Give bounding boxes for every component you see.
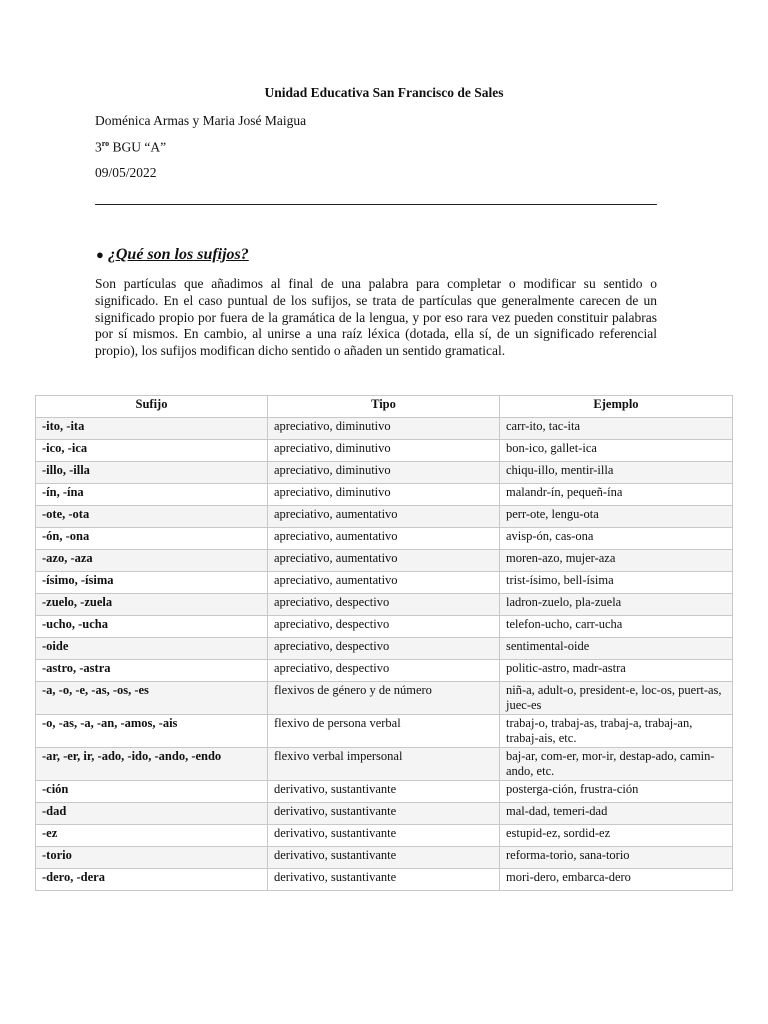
header-sufijo: Sufijo [36, 396, 268, 418]
cell-tipo: flexivo de persona verbal [268, 715, 500, 748]
cell-ejemplo: perr-ote, lengu-ota [500, 506, 733, 528]
cell-ejemplo: sentimental-oide [500, 638, 733, 660]
table-row [36, 550, 733, 572]
cell-sufijo: -illo, -illa [36, 462, 268, 484]
cell-tipo: flexivos de género y de número [268, 682, 500, 715]
cell-tipo: apreciativo, despectivo [268, 616, 500, 638]
section-heading [96, 246, 249, 264]
table-row [36, 748, 733, 781]
cell-sufijo: -ón, -ona [36, 528, 268, 550]
cell-ejemplo: reforma-torio, sana-torio [500, 847, 733, 869]
cell-tipo: derivativo, sustantivante [268, 847, 500, 869]
table-row [36, 638, 733, 660]
cell-sufijo: -oide [36, 638, 268, 660]
table-header-row [36, 396, 733, 418]
table-body [36, 418, 733, 891]
cell-sufijo: -torio [36, 847, 268, 869]
table-row [36, 869, 733, 891]
cell-tipo: apreciativo, despectivo [268, 594, 500, 616]
table-row [36, 462, 733, 484]
grade-course: BGU “A” [109, 139, 167, 155]
cell-sufijo: -ucho, -ucha [36, 616, 268, 638]
table-row [36, 506, 733, 528]
cell-ejemplo: niñ-a, adult-o, president-e, loc-os, puert-as, juec-es [500, 682, 733, 715]
table-row [36, 616, 733, 638]
cell-sufijo: -zuelo, -zuela [36, 594, 268, 616]
cell-sufijo: -ísimo, -ísima [36, 572, 268, 594]
cell-ejemplo: carr-ito, tac-ita [500, 418, 733, 440]
cell-ejemplo: moren-azo, mujer-aza [500, 550, 733, 572]
cell-tipo: flexivo verbal impersonal [268, 748, 500, 781]
cell-tipo: apreciativo, diminutivo [268, 440, 500, 462]
table-row [36, 572, 733, 594]
cell-ejemplo: mal-dad, temeri-dad [500, 803, 733, 825]
cell-tipo: derivativo, sustantivante [268, 781, 500, 803]
cell-ejemplo: baj-ar, com-er, mor-ir, destap-ado, camin-ando, etc. [500, 748, 733, 781]
cell-tipo: apreciativo, diminutivo [268, 418, 500, 440]
cell-sufijo: -astro, -astra [36, 660, 268, 682]
cell-tipo: apreciativo, diminutivo [268, 462, 500, 484]
intro-paragraph: Son partículas que añadimos al final de una palabra para completar o modificar su sentido o significado. En el caso puntual de los sufijos, se trata de partículas que generalmente carecen de un significado propio por fuera de la gramática de la lengua, y por eso rara vez pueden constituir palabras por sí mismos. En cambio, al unirse a una raíz léxica (dotada, ella sí, de un significado referencial propio), los sufijos modifican dicho sentido o añaden un sentido gramatical. [95, 276, 657, 359]
cell-ejemplo: avisp-ón, cas-ona [500, 528, 733, 550]
cell-tipo: apreciativo, diminutivo [268, 484, 500, 506]
header-tipo: Tipo [268, 396, 500, 418]
school-title: Unidad Educativa San Francisco de Sales [264, 85, 504, 100]
cell-sufijo: -azo, -aza [36, 550, 268, 572]
cell-sufijo: -dero, -dera [36, 869, 268, 891]
cell-sufijo: -ote, -ota [36, 506, 268, 528]
cell-tipo: apreciativo, aumentativo [268, 572, 500, 594]
section-question: ¿Qué son los sufijos? [107, 246, 249, 263]
table-row [36, 715, 733, 748]
table-row [36, 418, 733, 440]
cell-tipo: apreciativo, aumentativo [268, 550, 500, 572]
date: 09/05/2022 [95, 165, 157, 180]
grade-number: 3 [95, 139, 102, 155]
cell-ejemplo: ladron-zuelo, pla-zuela [500, 594, 733, 616]
cell-tipo: derivativo, sustantivante [268, 825, 500, 847]
cell-sufijo: -a, -o, -e, -as, -os, -es [36, 682, 268, 715]
cell-tipo: apreciativo, despectivo [268, 660, 500, 682]
authors: Doménica Armas y Maria José Maigua [95, 113, 307, 128]
cell-ejemplo: malandr-ín, pequeñ-ína [500, 484, 733, 506]
cell-ejemplo: trist-ísimo, bell-ísima [500, 572, 733, 594]
table-row [36, 682, 733, 715]
cell-sufijo: -o, -as, -a, -an, -amos, -ais [36, 715, 268, 748]
cell-sufijo: -ez [36, 825, 268, 847]
cell-ejemplo: chiqu-illo, mentir-illa [500, 462, 733, 484]
cell-tipo: apreciativo, despectivo [268, 638, 500, 660]
table-row [36, 594, 733, 616]
header-ejemplo: Ejemplo [500, 396, 733, 418]
cell-sufijo: -ín, -ína [36, 484, 268, 506]
cell-ejemplo: mori-dero, embarca-dero [500, 869, 733, 891]
cell-ejemplo: politic-astro, madr-astra [500, 660, 733, 682]
separator-line [95, 204, 657, 205]
cell-sufijo: -dad [36, 803, 268, 825]
cell-ejemplo: estupid-ez, sordid-ez [500, 825, 733, 847]
suffix-table [35, 395, 733, 891]
cell-tipo: apreciativo, aumentativo [268, 506, 500, 528]
table-row [36, 528, 733, 550]
cell-ejemplo: trabaj-o, trabaj-as, trabaj-a, trabaj-an, trabaj-ais, etc. [500, 715, 733, 748]
cell-sufijo: -ito, -ita [36, 418, 268, 440]
cell-sufijo: -ar, -er, ir, -ado, -ido, -ando, -endo [36, 748, 268, 781]
bullet-icon: ● [96, 247, 104, 262]
cell-tipo: derivativo, sustantivante [268, 869, 500, 891]
cell-tipo: derivativo, sustantivante [268, 803, 500, 825]
cell-sufijo: -ico, -ica [36, 440, 268, 462]
table-row [36, 825, 733, 847]
table-row [36, 847, 733, 869]
grade [95, 139, 166, 156]
table-row [36, 781, 733, 803]
cell-sufijo: -ción [36, 781, 268, 803]
table-row [36, 484, 733, 506]
table-row [36, 803, 733, 825]
cell-tipo: apreciativo, aumentativo [268, 528, 500, 550]
table-row [36, 660, 733, 682]
grade-ordinal: ro [101, 139, 110, 148]
table-row [36, 440, 733, 462]
cell-ejemplo: posterga-ción, frustra-ción [500, 781, 733, 803]
cell-ejemplo: telefon-ucho, carr-ucha [500, 616, 733, 638]
cell-ejemplo: bon-ico, gallet-ica [500, 440, 733, 462]
